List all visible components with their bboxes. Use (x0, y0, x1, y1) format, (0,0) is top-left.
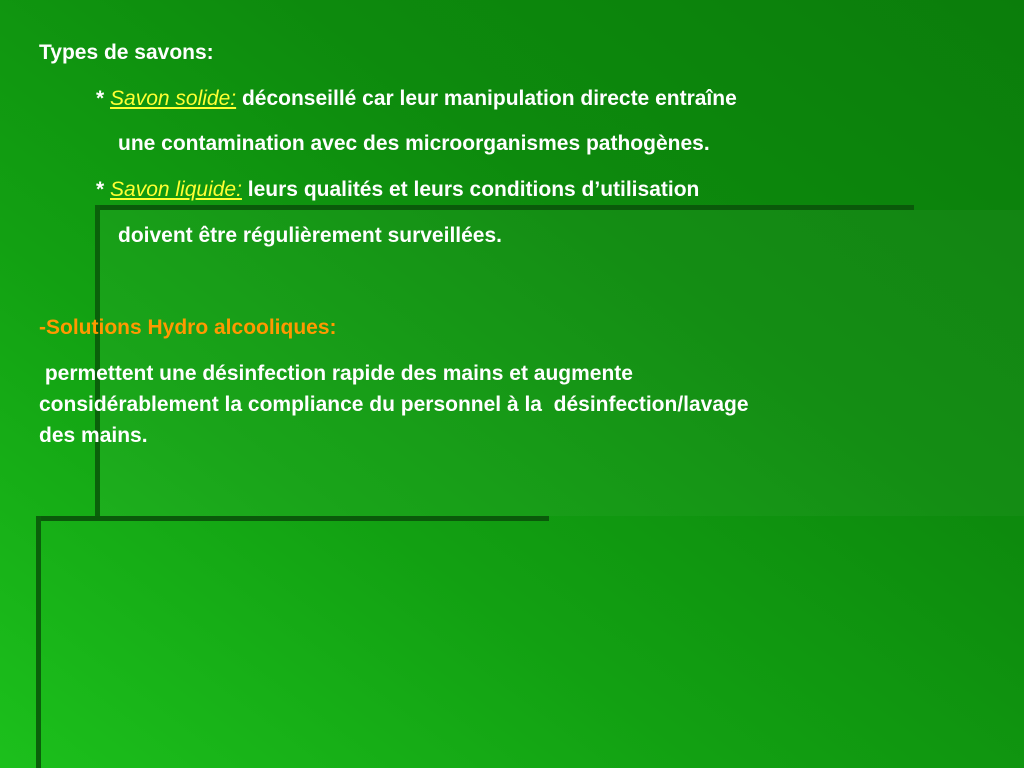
list-item-continuation: doivent être régulièrement surveillées. (118, 224, 502, 247)
section-heading-solutions (39, 312, 337, 343)
slide-heading: Types de savons: (39, 41, 214, 64)
paragraph-line: des mains. (39, 424, 148, 447)
bullet-marker: * (96, 87, 111, 110)
dash-marker: - (39, 316, 46, 339)
label-savon-liquide: Savon liquide: (110, 178, 242, 201)
decorative-line-horizontal-bottom (36, 516, 549, 521)
decorative-line-horizontal-top (96, 205, 914, 210)
decorative-line-vertical-bottom (36, 516, 41, 768)
label-savon-solide: Savon solide: (110, 87, 237, 110)
paragraph-line: permettent une désinfection rapide des mains et augmente (39, 362, 633, 385)
item-text: déconseillé car leur manipulation directe entraîne (236, 87, 737, 110)
list-item-savon-solide (96, 83, 737, 114)
list-item-savon-liquide (96, 174, 699, 205)
paragraph-body (39, 358, 919, 451)
bullet-marker: * (96, 178, 111, 201)
item-text: leurs qualités et leurs conditions d’utilisation (241, 178, 700, 201)
list-item-continuation: une contamination avec des microorganismes pathogènes. (118, 132, 710, 155)
paragraph-line: considérablement la compliance du personnel à la désinfection/lavage (39, 393, 749, 416)
label-solutions-hydro-alcooliques: Solutions Hydro alcooliques: (46, 316, 337, 339)
